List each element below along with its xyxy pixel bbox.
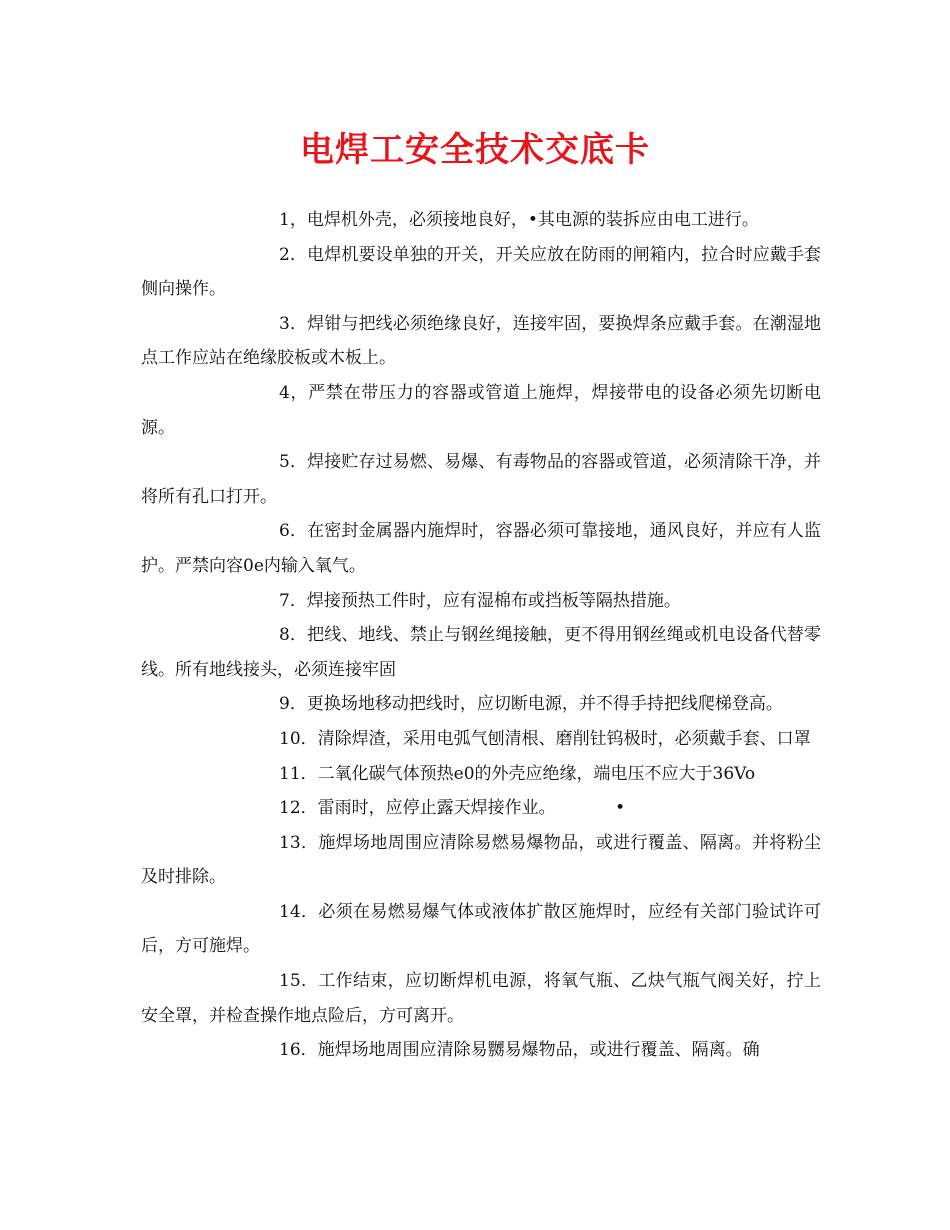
paragraph-7: 7．焊接预热工件时，应有湿棉布或挡板等隔热措施。 bbox=[279, 590, 681, 611]
paragraph-13: 13．施焊场地周围应清除易燃易爆物品，或进行覆盖、隔离。并将粉尘及时排除。 bbox=[141, 832, 821, 888]
paragraph-2: 2．电焊机要设单独的开关，开关应放在防雨的闸箱内，拉合时应戴手套侧向操作。 bbox=[141, 244, 821, 300]
paragraph-3: 3．焊钳与把线必须绝缘良好，连接牢固，要换焊条应戴手套。在潮湿地点工作应站在绝缘胶板或木板上。 bbox=[141, 313, 821, 369]
document-body bbox=[141, 203, 821, 1068]
paragraph-4: 4，严禁在带压力的容器或管道上施焊，焊接带电的设备必须先切断电源。 bbox=[141, 382, 821, 438]
paragraph-1: 1，电焊机外壳，必须接地良好，•其电源的装拆应由电工进行。 bbox=[279, 210, 759, 230]
paragraph-10: 10．清除焊渣，采用电弧气刨清根、磨削钍钨极时，必须戴手套、口罩 bbox=[279, 728, 811, 749]
paragraph-14: 14．必须在易燃易爆气体或液体扩散区施焊时，应经有关部门验试许可后，方可施焊。 bbox=[141, 901, 821, 957]
paragraph-9: 9．更换场地移动把线时，应切断电源，并不得手持把线爬梯登高。 bbox=[279, 694, 783, 715]
paragraph-16: 16．施焊场地周围应清除易嬲易爆物品，或进行覆盖、隔离。确 bbox=[279, 1040, 760, 1061]
paragraph-6: 6．在密封金属器内施焊时，容器必须可靠接地，通风良好，并应有人监护。严禁向容0e内输入氧气。 bbox=[141, 521, 821, 576]
document-title: 电焊工安全技术交底卡 bbox=[300, 130, 650, 170]
paragraph-15: 15．工作结束，应切断焊机电源，将氧气瓶、乙炔气瓶气阀关好，拧上安全罩，并检查操作地点险后，方可离开。 bbox=[141, 971, 821, 1026]
paragraph-12: 12．雷雨时，应停止露天焊接作业。 • bbox=[279, 798, 626, 819]
paragraph-11: 11．二氧化碳气体预热e0的外壳应绝缘，端电压不应大于36Vo bbox=[279, 763, 756, 784]
paragraph-8: 8．把线、地线、禁止与钢丝绳接触，更不得用钢丝绳或机电设备代替零线。所有地线接头，必须连接牢固 bbox=[141, 625, 821, 680]
paragraph-5: 5．焊接贮存过易燃、易爆、有毒物品的容器或管道，必须清除干净，并将所有孔口打开。 bbox=[141, 452, 821, 507]
